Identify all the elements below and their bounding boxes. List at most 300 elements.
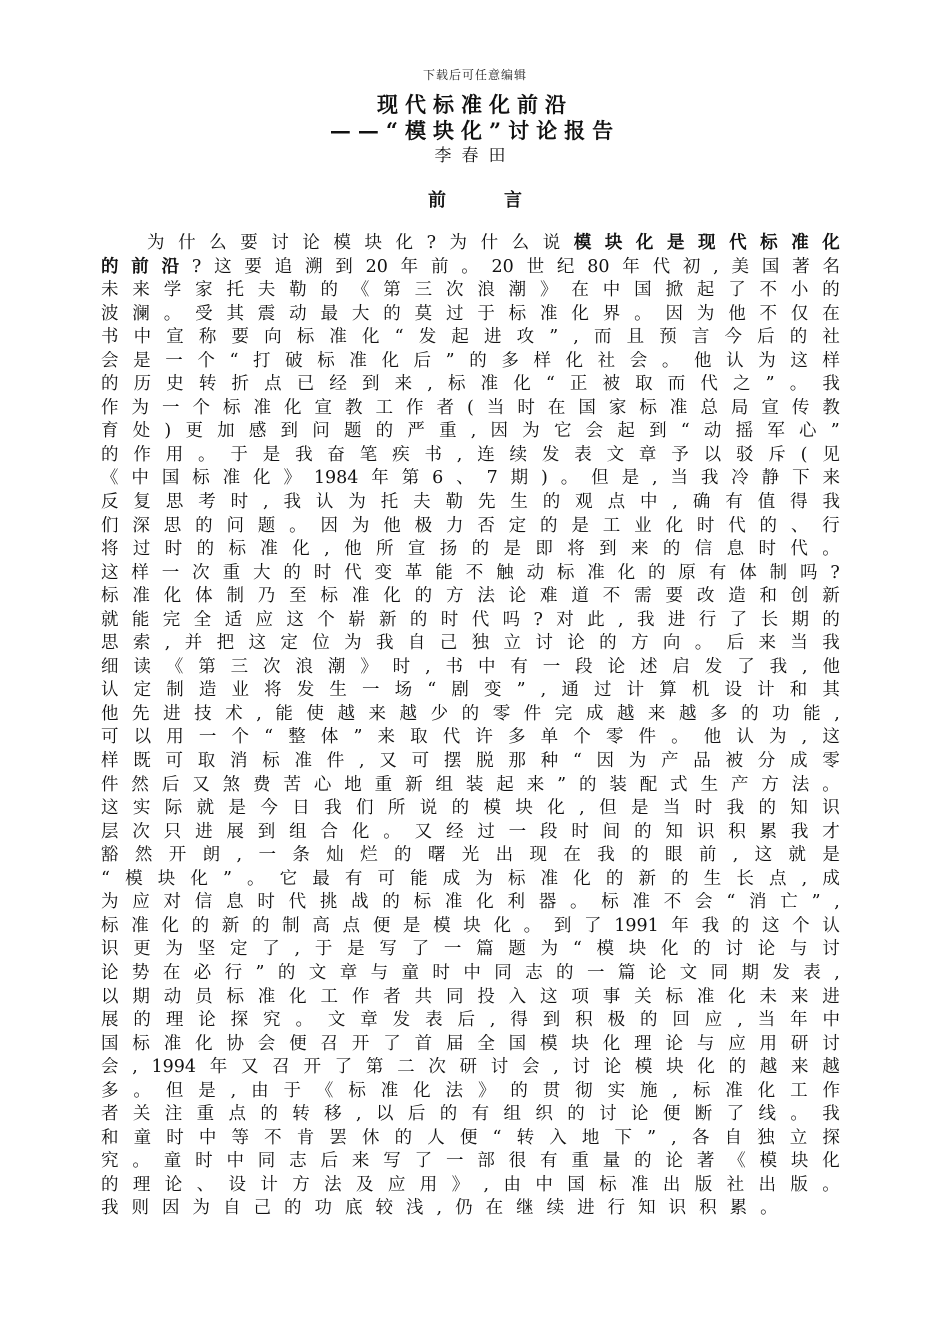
text-glyph: 为 [101,892,119,913]
text-glyph: 化 [383,586,401,607]
text-glyph: 动 [703,421,722,442]
text-glyph: 件 [523,703,542,724]
text-glyph: 彻 [575,1080,593,1101]
text-glyph: , [483,1174,490,1195]
text-glyph: 后 [757,327,775,348]
text-glyph: 这 [101,798,119,819]
text-glyph: 章 [360,1010,378,1031]
text-glyph: , [737,1010,743,1031]
text-glyph: , [671,1127,677,1148]
text-glyph: 较 [375,1198,393,1219]
text-glyph: , [489,1010,496,1031]
text-glyph: , [672,492,678,513]
text-glyph: 成 [442,868,461,889]
text-glyph: 灿 [326,845,344,866]
text-glyph: 予 [671,444,689,465]
text-glyph: 越 [337,703,355,724]
text-glyph: 1991 [614,915,659,936]
text-glyph: 在 [162,962,181,983]
text-glyph: 势 [131,962,150,983]
text-glyph: 样 [101,751,119,772]
text-glyph: , [732,845,739,866]
text-glyph: 社 [822,327,840,348]
text-glyph: 准 [132,586,150,607]
text-glyph: 他 [101,703,119,724]
text-glyph: 的 [461,703,480,724]
text-glyph: 时 [392,656,411,677]
paragraph-line [101,609,840,633]
text-glyph: 讨 [572,1057,590,1078]
text-glyph: 的 [822,609,840,630]
text-glyph: 文 [606,444,625,465]
text-glyph: 年 [400,256,419,277]
text-glyph: 得 [510,1010,528,1031]
text-glyph: 模 [483,798,501,819]
text-glyph: 次 [192,562,210,583]
text-glyph: 折 [231,374,249,395]
text-glyph: 的 [195,515,213,536]
text-glyph: 取 [410,727,428,748]
text-glyph: 制 [769,562,788,583]
text-glyph: 奋 [327,444,345,465]
text-glyph: 时 [440,609,459,630]
text-glyph: 沿 [161,256,180,277]
text-glyph: 苦 [283,774,301,795]
text-glyph: 化 [289,986,307,1007]
text-glyph: 我 [822,633,840,654]
text-glyph: 部 [477,1151,495,1172]
text-glyph: 军 [767,421,785,442]
text-glyph: 而 [593,327,612,348]
text-glyph: 他 [344,539,362,560]
text-glyph: 模 [596,939,615,960]
text-glyph: “ [572,939,582,960]
text-glyph: 后 [457,1010,475,1031]
text-glyph: , [230,1080,237,1101]
text-glyph: 消 [230,751,248,772]
text-glyph: 的 [260,1104,278,1125]
text-glyph: 。 [198,444,216,465]
text-glyph: , [164,633,171,654]
text-glyph: 以 [703,444,722,465]
text-glyph: 篇 [476,939,494,960]
text-glyph: 说 [419,798,438,819]
text-glyph: 来 [351,1151,370,1172]
text-glyph: 一 [165,350,183,371]
text-glyph: 道 [571,586,589,607]
text-glyph: 化 [822,233,840,253]
text-glyph: 准 [632,892,651,913]
text-glyph: 实 [132,798,151,819]
text-glyph: ? [191,256,202,277]
text-glyph: 应 [387,1174,406,1195]
text-glyph: 中 [226,1151,244,1172]
text-glyph: 期 [741,962,759,983]
text-glyph: 化 [253,468,271,489]
text-glyph: 吗 [502,609,521,630]
text-glyph: 认 [736,727,754,748]
text-glyph: 会 [629,350,648,371]
text-glyph: 不 [759,280,778,301]
text-glyph: 种 [540,751,559,772]
text-glyph: 么 [511,233,530,253]
text-glyph: 计 [626,680,645,701]
text-glyph: 后 [407,1104,426,1125]
text-glyph: 理 [634,1033,652,1054]
text-glyph: 他 [703,727,722,748]
text-glyph: 同 [710,962,729,983]
text-glyph: ” [647,1127,657,1148]
text-glyph: 时 [164,539,183,560]
paragraph-line [101,444,840,468]
text-glyph: 文 [308,962,327,983]
text-glyph: 因 [665,303,683,324]
text-glyph: 80 [587,256,610,277]
text-glyph: 来 [790,986,809,1007]
text-glyph: 。 [247,868,265,889]
text-glyph: 当 [662,798,681,819]
text-glyph: 准 [696,986,715,1007]
text-glyph: 块 [157,868,176,889]
text-glyph: 继 [516,1198,534,1219]
text-glyph: 的 [196,539,215,560]
paragraph-line [101,1127,840,1151]
paragraph-line [101,420,840,444]
text-glyph: 计 [260,1174,278,1195]
text-glyph: 展 [226,821,244,842]
text-glyph: 代 [288,892,307,913]
text-glyph: 中 [602,280,621,301]
text-glyph: 便 [459,1127,478,1148]
text-glyph: 。 [634,303,652,324]
text-glyph: 由 [503,1174,521,1195]
text-glyph: 又 [379,751,397,772]
text-glyph: 的 [605,868,624,889]
text-glyph: 点 [264,374,282,395]
text-glyph: 们 [101,515,119,536]
text-glyph: 工 [602,515,621,536]
text-glyph: 以 [101,986,119,1007]
text-glyph: 标 [447,374,466,395]
text-glyph: ” [557,774,567,795]
text-glyph: 研 [790,1033,809,1054]
text-glyph: 入 [508,986,527,1007]
text-glyph: 作 [133,444,151,465]
text-glyph: 触 [496,562,514,583]
text-glyph: 标 [262,751,280,772]
text-glyph: 模 [125,868,143,889]
text-glyph: 准 [380,1080,399,1101]
text-glyph: 《 [165,656,184,677]
text-glyph: “ [726,892,736,913]
text-glyph: 宣 [407,539,426,560]
text-glyph: ” [222,868,232,889]
text-glyph: 澜 [132,303,150,324]
text-glyph: 过 [477,821,495,842]
text-glyph: 国 [578,397,596,418]
text-glyph: 并 [184,633,203,654]
paragraph-line [101,844,840,868]
text-glyph: 块 [515,798,533,819]
text-glyph: 功 [314,1198,332,1219]
text-glyph: 于 [283,1080,302,1101]
text-glyph: 次 [263,656,281,677]
text-glyph: 了 [728,280,746,301]
text-glyph: 进 [483,327,502,348]
text-glyph: 能 [275,703,293,724]
text-glyph: 称 [198,327,217,348]
text-glyph: 家 [195,280,213,301]
text-glyph: 有 [344,868,363,889]
text-glyph: 来 [368,703,386,724]
text-glyph: 识 [668,1198,687,1219]
text-glyph: 他 [728,303,746,324]
text-glyph: 第 [365,1057,384,1078]
text-glyph: 罢 [329,1127,347,1148]
text-glyph: 的 [277,962,296,983]
text-glyph: , [132,1057,138,1078]
text-glyph: 心 [799,421,817,442]
text-glyph: 》 [451,1174,470,1195]
text-glyph: 积 [728,821,746,842]
text-glyph: 定 [508,515,527,536]
text-glyph: 制 [282,915,300,936]
text-glyph: 索 [132,633,151,654]
text-glyph: 化 [493,915,511,936]
text-glyph: 入 [549,1127,567,1148]
text-glyph: 题 [257,515,276,536]
text-glyph: 然 [131,774,149,795]
text-glyph: 标 [317,350,335,371]
text-glyph: 又 [414,821,433,842]
text-glyph: 经 [329,374,347,395]
text-glyph: 化 [381,350,399,371]
text-glyph: 仍 [455,1198,473,1219]
text-glyph: 探 [822,1127,840,1148]
text-glyph: 。 [822,774,840,795]
text-glyph: 会 [101,1057,119,1078]
text-glyph: 当 [790,633,808,654]
document-subtitle: ——“模块化”讨论报告 [329,118,621,143]
text-glyph: 其 [822,680,840,701]
text-glyph: ) [541,468,548,489]
text-glyph: 设 [724,680,742,701]
text-glyph: 全 [477,1033,495,1054]
text-glyph: 于 [477,303,495,324]
text-glyph: 一 [362,680,380,701]
text-glyph: 至 [289,586,307,607]
text-glyph: 极 [414,515,433,536]
text-glyph: 思 [165,492,184,513]
text-glyph: 化 [565,350,584,371]
text-glyph: 浪 [477,280,495,301]
text-glyph: 就 [101,609,119,630]
text-glyph: 准 [253,397,271,418]
text-glyph: , [256,703,262,724]
text-glyph: 标 [692,1080,711,1101]
text-glyph: 论 [630,1104,649,1125]
text-glyph: 到 [553,915,572,936]
text-glyph: 讨 [822,1033,840,1054]
text-glyph: 利 [507,892,525,913]
text-glyph: 方 [445,586,464,607]
text-glyph: 工 [375,397,393,418]
section-heading: 前言 [428,190,580,211]
text-glyph: , [553,1057,559,1078]
text-glyph: 为 [348,492,366,513]
text-glyph: 今 [724,327,742,348]
text-glyph: 为 [147,233,165,253]
text-glyph: 浪 [295,656,313,677]
text-glyph: 未 [759,986,778,1007]
paragraph-line [101,397,840,421]
text-glyph: 来 [647,703,666,724]
text-glyph: 但 [591,468,609,489]
text-glyph: 于 [314,939,333,960]
text-glyph: 我 [283,492,302,513]
text-glyph: 史 [166,374,184,395]
text-glyph: 识 [101,939,119,960]
text-glyph: 浅 [406,1198,424,1219]
text-glyph: 但 [599,798,617,819]
text-glyph: 造 [198,680,217,701]
text-glyph: 设 [228,1174,246,1195]
text-glyph: 召 [272,1057,290,1078]
text-glyph: 作 [101,397,119,418]
text-glyph: 要 [231,327,249,348]
text-glyph: 代 [652,256,671,277]
text-glyph: 的 [101,374,119,395]
text-glyph: 动 [526,562,544,583]
text-glyph: 》 [283,468,301,489]
text-glyph: 中 [535,1174,553,1195]
text-glyph: 经 [445,821,464,842]
text-glyph: 会 [101,350,119,371]
text-glyph: 述 [639,656,658,677]
text-glyph: 以 [133,727,152,748]
text-glyph: 历 [133,374,152,395]
text-glyph: 用 [165,444,184,465]
text-glyph: 剧 [451,680,469,701]
text-glyph: 累 [759,821,778,842]
text-glyph: 的 [789,327,808,348]
text-glyph: 零 [822,751,840,772]
text-glyph: 块 [628,939,647,960]
text-glyph: 位 [312,633,330,654]
text-glyph: “ [545,374,555,395]
text-glyph: ( [467,397,474,418]
text-glyph: 先 [132,703,150,724]
text-glyph: 写 [379,939,397,960]
text-glyph: 发 [418,327,437,348]
text-glyph: 最 [312,868,330,889]
text-glyph: 版 [694,1174,713,1195]
text-glyph: 纪 [556,256,575,277]
text-glyph: 功 [772,703,790,724]
text-glyph: 篇 [617,962,636,983]
text-glyph: 有 [471,1104,490,1125]
text-glyph: 越 [678,703,697,724]
text-glyph: 化 [602,1033,621,1054]
text-glyph: 标 [665,986,683,1007]
text-glyph: 力 [445,515,464,536]
text-glyph: 到 [280,421,299,442]
text-glyph: 术 [225,703,243,724]
text-glyph: 我 [769,656,788,677]
text-glyph: 的 [320,280,339,301]
text-glyph: 者 [101,1104,119,1125]
text-glyph: 标 [226,986,244,1007]
text-glyph: 独 [757,1127,775,1148]
text-glyph: 论 [164,1174,183,1195]
text-glyph: 年 [671,915,689,936]
text-glyph: 了 [414,1151,433,1172]
text-glyph: “ [229,350,239,371]
text-glyph: 一 [161,562,180,583]
text-glyph: 笔 [359,444,378,465]
text-glyph: 事 [602,986,621,1007]
text-glyph: 的 [731,915,750,936]
text-glyph: 进 [163,703,181,724]
text-glyph: 准 [163,1033,182,1054]
text-glyph: 关 [132,1104,151,1125]
text-glyph: 一 [445,1151,464,1172]
text-glyph: 它 [553,421,572,442]
text-glyph: 时 [257,892,275,913]
text-glyph: 革 [404,562,423,583]
text-glyph: ” [811,892,821,913]
text-glyph: 件 [638,727,657,748]
text-glyph: 合 [320,821,339,842]
text-glyph: 原 [678,562,696,583]
text-glyph: 时 [517,397,535,418]
text-glyph: 第 [198,656,216,677]
text-glyph: 体 [739,562,757,583]
paragraph-line [101,774,840,798]
text-glyph: 扬 [439,539,458,560]
text-glyph: 生 [700,774,719,795]
text-glyph: 产 [730,774,749,795]
text-glyph: 出 [662,1174,681,1195]
text-glyph: 化 [163,586,182,607]
text-glyph: 时 [313,562,332,583]
text-glyph: 则 [131,1198,149,1219]
paragraph-line [101,279,840,303]
text-glyph: 的 [671,868,689,889]
text-glyph: 大 [252,562,271,583]
paragraph-line [101,1103,840,1127]
paragraph-line [101,750,840,774]
text-glyph: 线 [758,1104,776,1125]
text-glyph: 因 [320,515,339,536]
text-glyph: 作 [351,986,370,1007]
paragraph-line [101,797,840,821]
text-glyph: 各 [691,1127,710,1148]
text-glyph: 的 [759,515,778,536]
text-glyph: 后 [726,633,745,654]
paragraph-line [101,703,840,727]
text-glyph: 化 [292,539,310,560]
text-glyph: 次 [132,821,150,842]
text-glyph: 的 [567,1104,585,1125]
text-glyph: 召 [320,1033,339,1054]
paragraph-line [101,986,840,1010]
text-glyph: 只 [163,821,182,842]
text-glyph: 法 [791,774,810,795]
text-glyph: 展 [101,1010,119,1031]
text-glyph: 烂 [360,845,378,866]
text-glyph: 的 [693,939,711,960]
